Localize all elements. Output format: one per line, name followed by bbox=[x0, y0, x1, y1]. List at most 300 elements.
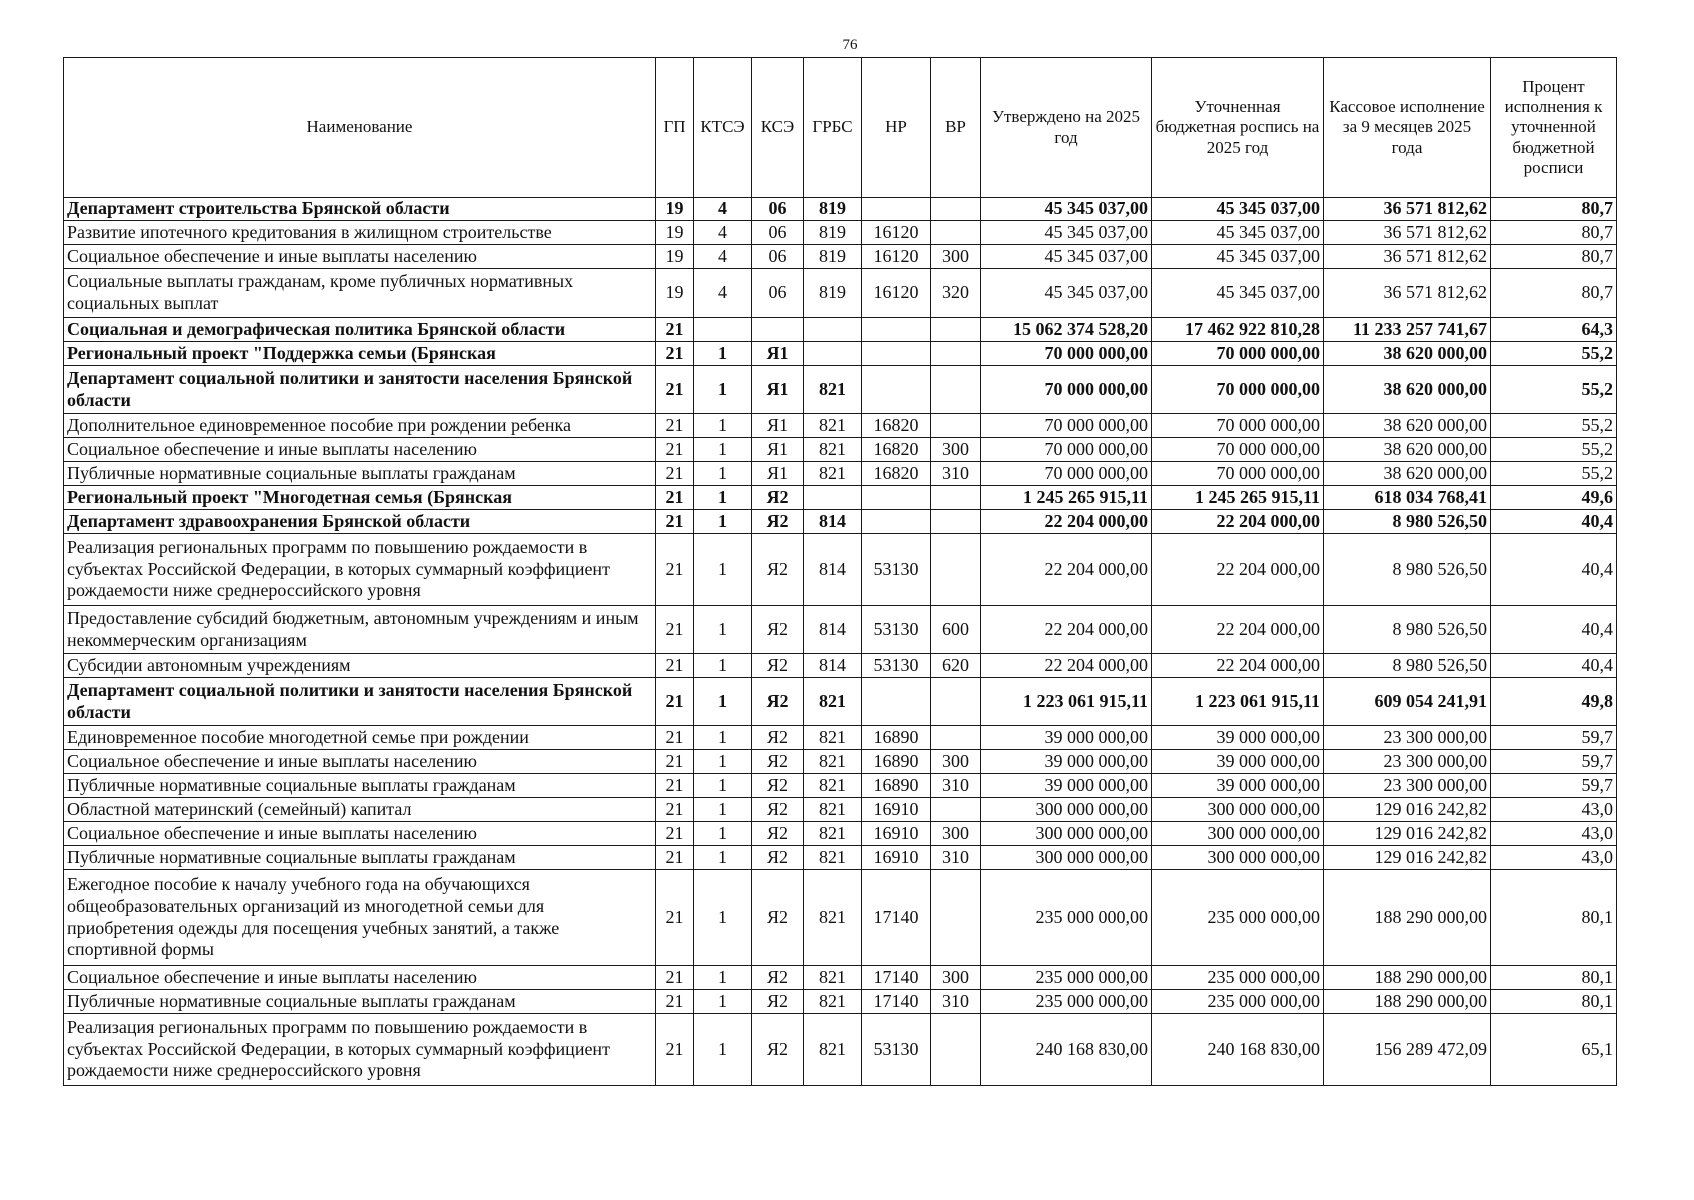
row-kse: Я2 bbox=[752, 798, 804, 822]
row-nr bbox=[862, 318, 931, 342]
row-kse: Я2 bbox=[752, 1014, 804, 1086]
row-percent: 55,2 bbox=[1491, 462, 1617, 486]
row-name: Департамент строительства Брянской области bbox=[64, 198, 656, 221]
row-grbs: 821 bbox=[804, 870, 862, 966]
row-name: Социальные выплаты гражданам, кроме публичных нормативных социальных выплат bbox=[64, 269, 656, 318]
row-refined: 39 000 000,00 bbox=[1152, 750, 1324, 774]
row-nr bbox=[862, 510, 931, 534]
row-refined: 22 204 000,00 bbox=[1152, 534, 1324, 606]
row-kse: Я2 bbox=[752, 510, 804, 534]
row-percent: 55,2 bbox=[1491, 342, 1617, 366]
table-row bbox=[64, 798, 1617, 822]
row-refined: 300 000 000,00 bbox=[1152, 822, 1324, 846]
row-approved: 15 062 374 528,20 bbox=[981, 318, 1152, 342]
row-name: Публичные нормативные социальные выплаты гражданам bbox=[64, 846, 656, 870]
row-nr: 16820 bbox=[862, 414, 931, 438]
row-vr bbox=[931, 342, 981, 366]
row-grbs: 821 bbox=[804, 822, 862, 846]
row-vr bbox=[931, 1014, 981, 1086]
row-cash: 188 290 000,00 bbox=[1324, 990, 1491, 1014]
row-cash: 8 980 526,50 bbox=[1324, 534, 1491, 606]
row-approved: 22 204 000,00 bbox=[981, 510, 1152, 534]
row-gp: 21 bbox=[656, 870, 694, 966]
row-cash: 23 300 000,00 bbox=[1324, 750, 1491, 774]
row-percent: 40,4 bbox=[1491, 606, 1617, 654]
row-name: Дополнительное единовременное пособие при рождении ребенка bbox=[64, 414, 656, 438]
row-percent: 59,7 bbox=[1491, 726, 1617, 750]
row-approved: 70 000 000,00 bbox=[981, 366, 1152, 414]
row-percent: 43,0 bbox=[1491, 846, 1617, 870]
row-gp: 21 bbox=[656, 486, 694, 510]
row-name: Ежегодное пособие к началу учебного года на обучающихся общеобразовательных организаций из многодетной семьи для приобретения одежды для посещения учебных занятий, а также спортивной формы bbox=[64, 870, 656, 966]
row-cash: 11 233 257 741,67 bbox=[1324, 318, 1491, 342]
row-cash: 8 980 526,50 bbox=[1324, 654, 1491, 678]
row-nr bbox=[862, 198, 931, 221]
table-row bbox=[64, 534, 1617, 606]
row-vr: 300 bbox=[931, 750, 981, 774]
row-refined: 45 345 037,00 bbox=[1152, 245, 1324, 269]
row-refined: 70 000 000,00 bbox=[1152, 414, 1324, 438]
row-kse: Я1 bbox=[752, 462, 804, 486]
budget-table bbox=[63, 57, 1617, 1086]
row-gp: 21 bbox=[656, 798, 694, 822]
row-kse: 06 bbox=[752, 245, 804, 269]
column-header-grbs: ГРБС bbox=[804, 58, 862, 198]
row-refined: 22 204 000,00 bbox=[1152, 510, 1324, 534]
row-ktse: 1 bbox=[694, 606, 752, 654]
row-name: Реализация региональных программ по повышению рождаемости в субъектах Российской Федерации, в которых суммарный коэффициент рождаемости ниже среднероссийского уровня bbox=[64, 1014, 656, 1086]
row-cash: 38 620 000,00 bbox=[1324, 462, 1491, 486]
row-grbs: 814 bbox=[804, 534, 862, 606]
row-grbs: 821 bbox=[804, 462, 862, 486]
row-approved: 22 204 000,00 bbox=[981, 654, 1152, 678]
row-ktse: 1 bbox=[694, 366, 752, 414]
row-refined: 22 204 000,00 bbox=[1152, 606, 1324, 654]
row-kse: Я2 bbox=[752, 678, 804, 726]
row-percent: 55,2 bbox=[1491, 366, 1617, 414]
row-name: Социальное обеспечение и иные выплаты населению bbox=[64, 966, 656, 990]
row-nr bbox=[862, 678, 931, 726]
row-nr: 53130 bbox=[862, 534, 931, 606]
row-name: Региональный проект "Поддержка семьи (Брянская bbox=[64, 342, 656, 366]
row-ktse: 1 bbox=[694, 534, 752, 606]
row-vr bbox=[931, 221, 981, 245]
row-percent: 49,6 bbox=[1491, 486, 1617, 510]
table-row bbox=[64, 750, 1617, 774]
column-header-approved: Утверждено на 2025 год bbox=[981, 58, 1152, 198]
row-kse: Я2 bbox=[752, 966, 804, 990]
row-cash: 38 620 000,00 bbox=[1324, 342, 1491, 366]
row-ktse: 1 bbox=[694, 462, 752, 486]
row-gp: 21 bbox=[656, 606, 694, 654]
row-ktse: 1 bbox=[694, 870, 752, 966]
row-refined: 17 462 922 810,28 bbox=[1152, 318, 1324, 342]
row-grbs: 821 bbox=[804, 678, 862, 726]
row-gp: 21 bbox=[656, 414, 694, 438]
row-nr: 53130 bbox=[862, 654, 931, 678]
table-row bbox=[64, 1014, 1617, 1086]
row-nr: 16890 bbox=[862, 774, 931, 798]
row-grbs: 821 bbox=[804, 438, 862, 462]
row-nr: 17140 bbox=[862, 990, 931, 1014]
row-refined: 300 000 000,00 bbox=[1152, 798, 1324, 822]
row-name: Субсидии автономным учреждениям bbox=[64, 654, 656, 678]
row-cash: 618 034 768,41 bbox=[1324, 486, 1491, 510]
row-name: Департамент здравоохранения Брянской области bbox=[64, 510, 656, 534]
row-vr bbox=[931, 198, 981, 221]
row-percent: 40,4 bbox=[1491, 654, 1617, 678]
row-kse: Я2 bbox=[752, 726, 804, 750]
row-approved: 45 345 037,00 bbox=[981, 245, 1152, 269]
table-row bbox=[64, 726, 1617, 750]
table-row bbox=[64, 245, 1617, 269]
column-header-percent: Процент исполнения к уточненной бюджетной росписи bbox=[1491, 58, 1617, 198]
row-approved: 240 168 830,00 bbox=[981, 1014, 1152, 1086]
row-cash: 38 620 000,00 bbox=[1324, 366, 1491, 414]
row-nr: 16890 bbox=[862, 750, 931, 774]
row-vr: 300 bbox=[931, 822, 981, 846]
row-approved: 45 345 037,00 bbox=[981, 221, 1152, 245]
row-vr bbox=[931, 726, 981, 750]
row-grbs: 821 bbox=[804, 966, 862, 990]
row-percent: 43,0 bbox=[1491, 822, 1617, 846]
row-nr bbox=[862, 366, 931, 414]
row-grbs: 821 bbox=[804, 414, 862, 438]
row-nr: 16120 bbox=[862, 245, 931, 269]
row-ktse: 4 bbox=[694, 221, 752, 245]
row-name: Социальное обеспечение и иные выплаты населению bbox=[64, 438, 656, 462]
row-nr bbox=[862, 342, 931, 366]
row-approved: 70 000 000,00 bbox=[981, 414, 1152, 438]
row-nr: 53130 bbox=[862, 1014, 931, 1086]
row-approved: 39 000 000,00 bbox=[981, 774, 1152, 798]
row-gp: 21 bbox=[656, 438, 694, 462]
row-kse: Я1 bbox=[752, 414, 804, 438]
row-vr bbox=[931, 510, 981, 534]
row-ktse: 1 bbox=[694, 726, 752, 750]
row-percent: 80,7 bbox=[1491, 221, 1617, 245]
row-percent: 64,3 bbox=[1491, 318, 1617, 342]
row-cash: 36 571 812,62 bbox=[1324, 269, 1491, 318]
row-percent: 80,1 bbox=[1491, 966, 1617, 990]
row-grbs bbox=[804, 342, 862, 366]
row-cash: 129 016 242,82 bbox=[1324, 846, 1491, 870]
row-ktse: 1 bbox=[694, 822, 752, 846]
row-cash: 38 620 000,00 bbox=[1324, 438, 1491, 462]
row-kse: 06 bbox=[752, 221, 804, 245]
row-refined: 22 204 000,00 bbox=[1152, 654, 1324, 678]
row-ktse: 1 bbox=[694, 1014, 752, 1086]
table-header-row bbox=[64, 58, 1617, 198]
column-header-name: Наименование bbox=[64, 58, 656, 198]
row-ktse: 1 bbox=[694, 414, 752, 438]
row-nr: 16120 bbox=[862, 269, 931, 318]
row-cash: 36 571 812,62 bbox=[1324, 245, 1491, 269]
row-nr: 16890 bbox=[862, 726, 931, 750]
row-approved: 235 000 000,00 bbox=[981, 870, 1152, 966]
row-approved: 22 204 000,00 bbox=[981, 534, 1152, 606]
table-row bbox=[64, 414, 1617, 438]
table-row bbox=[64, 198, 1617, 221]
row-vr bbox=[931, 318, 981, 342]
row-cash: 38 620 000,00 bbox=[1324, 414, 1491, 438]
row-ktse bbox=[694, 318, 752, 342]
row-kse: Я1 bbox=[752, 438, 804, 462]
row-kse: Я2 bbox=[752, 654, 804, 678]
row-vr: 310 bbox=[931, 462, 981, 486]
row-percent: 59,7 bbox=[1491, 750, 1617, 774]
row-vr: 310 bbox=[931, 774, 981, 798]
row-approved: 1 223 061 915,11 bbox=[981, 678, 1152, 726]
row-grbs: 821 bbox=[804, 726, 862, 750]
row-percent: 80,1 bbox=[1491, 990, 1617, 1014]
row-cash: 129 016 242,82 bbox=[1324, 798, 1491, 822]
row-name: Социальная и демографическая политика Брянской области bbox=[64, 318, 656, 342]
row-vr: 310 bbox=[931, 990, 981, 1014]
row-grbs: 814 bbox=[804, 606, 862, 654]
table-row bbox=[64, 438, 1617, 462]
row-nr: 17140 bbox=[862, 870, 931, 966]
row-percent: 80,7 bbox=[1491, 198, 1617, 221]
row-nr bbox=[862, 486, 931, 510]
row-approved: 45 345 037,00 bbox=[981, 198, 1152, 221]
row-ktse: 1 bbox=[694, 654, 752, 678]
row-grbs: 814 bbox=[804, 654, 862, 678]
row-name: Департамент социальной политики и занятости населения Брянской области bbox=[64, 366, 656, 414]
row-kse: Я2 bbox=[752, 774, 804, 798]
row-grbs bbox=[804, 486, 862, 510]
row-vr: 310 bbox=[931, 846, 981, 870]
row-gp: 19 bbox=[656, 245, 694, 269]
row-percent: 43,0 bbox=[1491, 798, 1617, 822]
row-refined: 240 168 830,00 bbox=[1152, 1014, 1324, 1086]
row-name: Департамент социальной политики и занятости населения Брянской области bbox=[64, 678, 656, 726]
row-gp: 21 bbox=[656, 822, 694, 846]
row-vr bbox=[931, 414, 981, 438]
row-refined: 70 000 000,00 bbox=[1152, 342, 1324, 366]
row-gp: 21 bbox=[656, 654, 694, 678]
row-grbs: 821 bbox=[804, 990, 862, 1014]
row-kse: Я2 bbox=[752, 822, 804, 846]
row-approved: 300 000 000,00 bbox=[981, 798, 1152, 822]
row-ktse: 1 bbox=[694, 966, 752, 990]
row-refined: 70 000 000,00 bbox=[1152, 438, 1324, 462]
row-vr: 600 bbox=[931, 606, 981, 654]
row-gp: 21 bbox=[656, 846, 694, 870]
column-header-nr: НР bbox=[862, 58, 931, 198]
row-grbs bbox=[804, 318, 862, 342]
row-cash: 23 300 000,00 bbox=[1324, 774, 1491, 798]
column-header-kse: КСЭ bbox=[752, 58, 804, 198]
row-grbs: 821 bbox=[804, 774, 862, 798]
row-cash: 36 571 812,62 bbox=[1324, 198, 1491, 221]
row-refined: 1 245 265 915,11 bbox=[1152, 486, 1324, 510]
row-cash: 188 290 000,00 bbox=[1324, 870, 1491, 966]
table-row bbox=[64, 678, 1617, 726]
row-refined: 235 000 000,00 bbox=[1152, 870, 1324, 966]
row-gp: 21 bbox=[656, 774, 694, 798]
row-approved: 70 000 000,00 bbox=[981, 438, 1152, 462]
row-gp: 21 bbox=[656, 318, 694, 342]
row-kse: Я2 bbox=[752, 486, 804, 510]
row-ktse: 1 bbox=[694, 750, 752, 774]
row-kse bbox=[752, 318, 804, 342]
row-kse: Я2 bbox=[752, 990, 804, 1014]
row-grbs: 821 bbox=[804, 1014, 862, 1086]
table-row bbox=[64, 510, 1617, 534]
row-gp: 21 bbox=[656, 366, 694, 414]
row-gp: 21 bbox=[656, 966, 694, 990]
row-refined: 1 223 061 915,11 bbox=[1152, 678, 1324, 726]
table-row bbox=[64, 990, 1617, 1014]
row-name: Социальное обеспечение и иные выплаты населению bbox=[64, 245, 656, 269]
row-grbs: 821 bbox=[804, 798, 862, 822]
row-approved: 235 000 000,00 bbox=[981, 990, 1152, 1014]
row-cash: 156 289 472,09 bbox=[1324, 1014, 1491, 1086]
row-name: Региональный проект "Многодетная семья (Брянская bbox=[64, 486, 656, 510]
row-nr: 16910 bbox=[862, 822, 931, 846]
row-nr: 16910 bbox=[862, 846, 931, 870]
row-vr bbox=[931, 678, 981, 726]
row-vr: 320 bbox=[931, 269, 981, 318]
row-cash: 8 980 526,50 bbox=[1324, 510, 1491, 534]
row-approved: 235 000 000,00 bbox=[981, 966, 1152, 990]
row-ktse: 4 bbox=[694, 198, 752, 221]
row-refined: 39 000 000,00 bbox=[1152, 726, 1324, 750]
row-cash: 609 054 241,91 bbox=[1324, 678, 1491, 726]
row-percent: 80,7 bbox=[1491, 269, 1617, 318]
row-name: Единовременное пособие многодетной семье при рождении bbox=[64, 726, 656, 750]
row-percent: 40,4 bbox=[1491, 534, 1617, 606]
row-grbs: 814 bbox=[804, 510, 862, 534]
row-ktse: 4 bbox=[694, 269, 752, 318]
row-grbs: 819 bbox=[804, 221, 862, 245]
row-kse: Я1 bbox=[752, 342, 804, 366]
row-refined: 235 000 000,00 bbox=[1152, 990, 1324, 1014]
row-gp: 21 bbox=[656, 678, 694, 726]
row-cash: 8 980 526,50 bbox=[1324, 606, 1491, 654]
row-refined: 235 000 000,00 bbox=[1152, 966, 1324, 990]
row-ktse: 1 bbox=[694, 678, 752, 726]
row-refined: 300 000 000,00 bbox=[1152, 846, 1324, 870]
row-name: Предоставление субсидий бюджетным, автономным учреждениям и иным некоммерческим организациям bbox=[64, 606, 656, 654]
row-name: Публичные нормативные социальные выплаты гражданам bbox=[64, 774, 656, 798]
row-gp: 21 bbox=[656, 534, 694, 606]
row-refined: 45 345 037,00 bbox=[1152, 269, 1324, 318]
row-grbs: 821 bbox=[804, 366, 862, 414]
row-approved: 39 000 000,00 bbox=[981, 750, 1152, 774]
column-header-gp: ГП bbox=[656, 58, 694, 198]
row-approved: 70 000 000,00 bbox=[981, 462, 1152, 486]
table-row bbox=[64, 654, 1617, 678]
table-row bbox=[64, 846, 1617, 870]
row-ktse: 1 bbox=[694, 846, 752, 870]
row-name: Социальное обеспечение и иные выплаты населению bbox=[64, 750, 656, 774]
row-percent: 49,8 bbox=[1491, 678, 1617, 726]
row-name: Развитие ипотечного кредитования в жилищном строительстве bbox=[64, 221, 656, 245]
row-gp: 21 bbox=[656, 342, 694, 366]
row-ktse: 4 bbox=[694, 245, 752, 269]
row-gp: 21 bbox=[656, 726, 694, 750]
row-name: Публичные нормативные социальные выплаты гражданам bbox=[64, 462, 656, 486]
row-kse: 06 bbox=[752, 269, 804, 318]
row-refined: 39 000 000,00 bbox=[1152, 774, 1324, 798]
row-approved: 22 204 000,00 bbox=[981, 606, 1152, 654]
row-name: Публичные нормативные социальные выплаты гражданам bbox=[64, 990, 656, 1014]
row-cash: 188 290 000,00 bbox=[1324, 966, 1491, 990]
table-row bbox=[64, 462, 1617, 486]
row-ktse: 1 bbox=[694, 990, 752, 1014]
table-row bbox=[64, 822, 1617, 846]
row-vr bbox=[931, 870, 981, 966]
row-approved: 300 000 000,00 bbox=[981, 822, 1152, 846]
row-approved: 45 345 037,00 bbox=[981, 269, 1152, 318]
row-kse: Я2 bbox=[752, 606, 804, 654]
page-number: 76 bbox=[842, 37, 858, 53]
row-kse: 06 bbox=[752, 198, 804, 221]
row-kse: Я2 bbox=[752, 750, 804, 774]
row-ktse: 1 bbox=[694, 342, 752, 366]
row-percent: 59,7 bbox=[1491, 774, 1617, 798]
row-ktse: 1 bbox=[694, 486, 752, 510]
row-approved: 39 000 000,00 bbox=[981, 726, 1152, 750]
row-vr: 300 bbox=[931, 966, 981, 990]
row-ktse: 1 bbox=[694, 774, 752, 798]
column-header-ktse: КТСЭ bbox=[694, 58, 752, 198]
row-cash: 129 016 242,82 bbox=[1324, 822, 1491, 846]
row-vr: 300 bbox=[931, 245, 981, 269]
row-ktse: 1 bbox=[694, 798, 752, 822]
table-row bbox=[64, 221, 1617, 245]
row-nr: 53130 bbox=[862, 606, 931, 654]
row-vr bbox=[931, 798, 981, 822]
row-approved: 300 000 000,00 bbox=[981, 846, 1152, 870]
row-gp: 21 bbox=[656, 510, 694, 534]
row-gp: 19 bbox=[656, 221, 694, 245]
row-nr: 16820 bbox=[862, 438, 931, 462]
row-name: Областной материнский (семейный) капитал bbox=[64, 798, 656, 822]
row-vr: 620 bbox=[931, 654, 981, 678]
row-refined: 70 000 000,00 bbox=[1152, 366, 1324, 414]
row-grbs: 819 bbox=[804, 245, 862, 269]
row-nr: 17140 bbox=[862, 966, 931, 990]
row-grbs: 819 bbox=[804, 269, 862, 318]
row-gp: 19 bbox=[656, 269, 694, 318]
column-header-cash: Кассовое исполнение за 9 месяцев 2025 года bbox=[1324, 58, 1491, 198]
row-cash: 36 571 812,62 bbox=[1324, 221, 1491, 245]
row-approved: 1 245 265 915,11 bbox=[981, 486, 1152, 510]
row-approved: 70 000 000,00 bbox=[981, 342, 1152, 366]
row-gp: 21 bbox=[656, 1014, 694, 1086]
table-row bbox=[64, 269, 1617, 318]
row-nr: 16910 bbox=[862, 798, 931, 822]
row-gp: 19 bbox=[656, 198, 694, 221]
row-refined: 45 345 037,00 bbox=[1152, 198, 1324, 221]
row-percent: 80,7 bbox=[1491, 245, 1617, 269]
row-refined: 45 345 037,00 bbox=[1152, 221, 1324, 245]
table-row bbox=[64, 366, 1617, 414]
row-percent: 65,1 bbox=[1491, 1014, 1617, 1086]
row-ktse: 1 bbox=[694, 510, 752, 534]
row-grbs: 819 bbox=[804, 198, 862, 221]
row-cash: 23 300 000,00 bbox=[1324, 726, 1491, 750]
table-row bbox=[64, 774, 1617, 798]
table-row bbox=[64, 966, 1617, 990]
table-row bbox=[64, 318, 1617, 342]
row-grbs: 821 bbox=[804, 846, 862, 870]
row-nr: 16820 bbox=[862, 462, 931, 486]
table-row bbox=[64, 342, 1617, 366]
